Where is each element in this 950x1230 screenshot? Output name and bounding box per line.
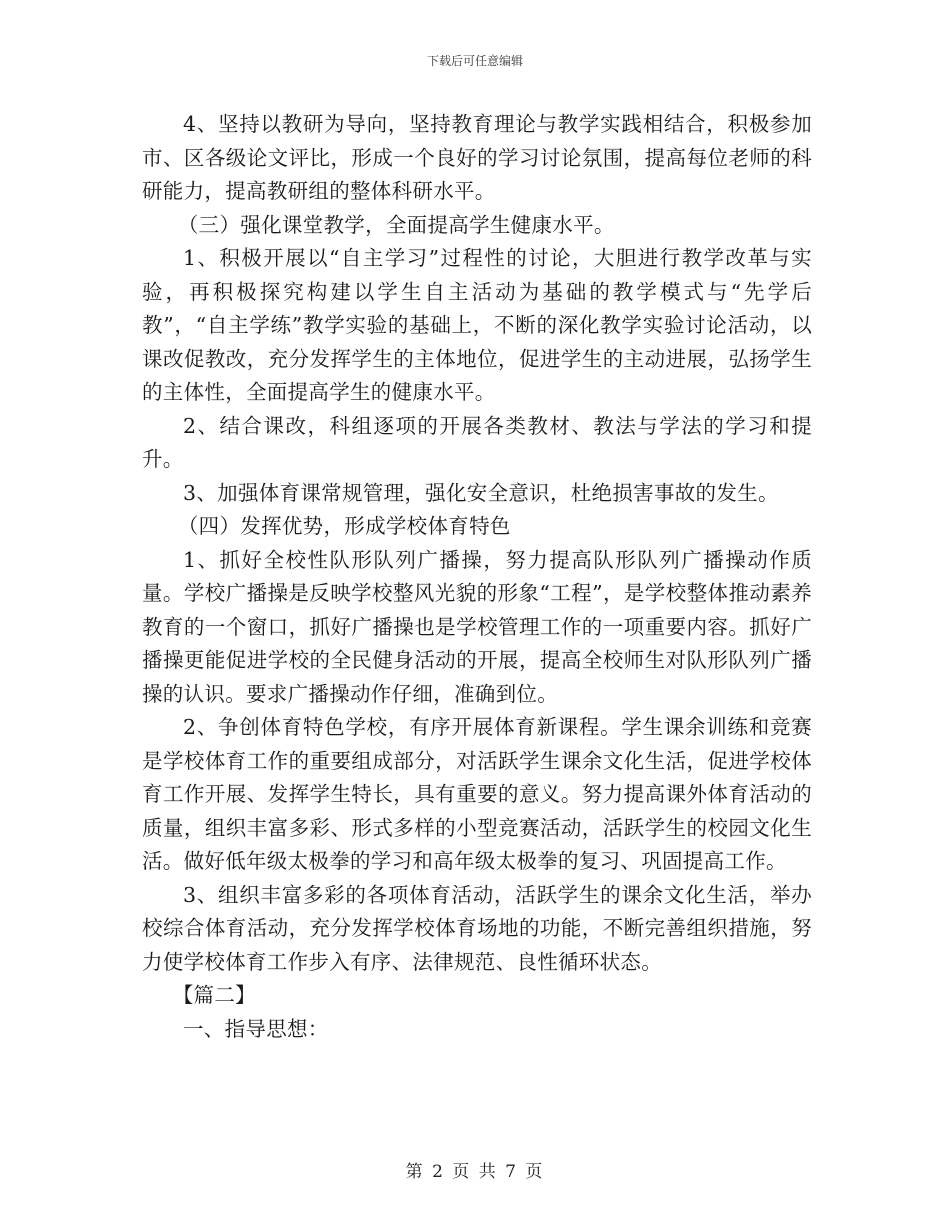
page-number: 第 2 页 共 7 页 <box>405 1162 545 1182</box>
paragraph-item-2b: 2、争创体育特色学校，有序开展体育新课程。学生课余训练和竞赛是学校体育工作的重要组成部分，对活跃学生课余文化生活，促进学校体育工作开展、发挥学生特长，具有重要的意义。努力提高课外体育活动的质量，组织丰富多彩、形式多样的小型竞赛活动，活跃学生的校园文化生活。做好低年级太极拳的学习和高年级太极拳的复习、巩固提高工作。 <box>142 715 812 873</box>
section-heading-3: （三）强化课堂教学，全面提高学生健康水平。 <box>177 212 615 237</box>
section-heading-4: （四）发挥优势，形成学校体育特色 <box>177 514 511 538</box>
paragraph-item-3b: 3、组织丰富多彩的各项体育活动，活跃学生的课余文化生活，举办校综合体育活动，充分发挥学校体育场地的功能，不断完善组织措施，努力使学校体育工作步入有序、法律规范、良性循环状态。 <box>142 882 812 974</box>
paragraph-item-1: 1、积极开展以“自主学习”过程性的讨论，大胆进行教学改革与实验，再积极探究构建以学生自主活动为基础的教学模式与“先学后教”，“自主学练”教学实验的基础上，不断的深化教学实验讨论活动，以课改促教改，充分发挥学生的主体地位，促进学生的主动进展，弘扬学生的主体性，全面提高学生的健康水平。 <box>142 246 812 404</box>
paragraph-item-4: 4、坚持以教研为导向，坚持教育理论与教学实践相结合，积极参加市、区各级论文评比，形成一个良好的学习讨论氛围，提高每位老师的科研能力，提高教研组的整体科研水平。 <box>142 112 812 203</box>
paragraph-item-3: 3、加强体育课常规管理，强化安全意识，杜绝损害事故的发生。 <box>183 480 779 505</box>
document-body <box>142 108 812 1046</box>
page-header: 下载后可任意编辑 <box>426 54 523 68</box>
part-heading: 【篇二】 <box>172 983 256 1007</box>
paragraph-item-2: 2、结合课改，科组逐项的开展各类教材、教法与学法的学习和提升。 <box>142 413 812 471</box>
section-heading-guiding: 一、指导思想： <box>183 1016 329 1041</box>
paragraph-item-1b: 1、抓好全校性队形队列广播操，努力提高队形队列广播操动作质量。学校广播操是反映学校整风光貌的形象“工程”，是学校整体推动素养教育的一个窗口，抓好广播操也是学校管理工作的一项重要内容。抓好广播操更能促进学校的全民健身活动的开展，提高全校师生对队形队列广播操的认识。要求广播操动作仔细，准确到位。 <box>142 547 812 706</box>
